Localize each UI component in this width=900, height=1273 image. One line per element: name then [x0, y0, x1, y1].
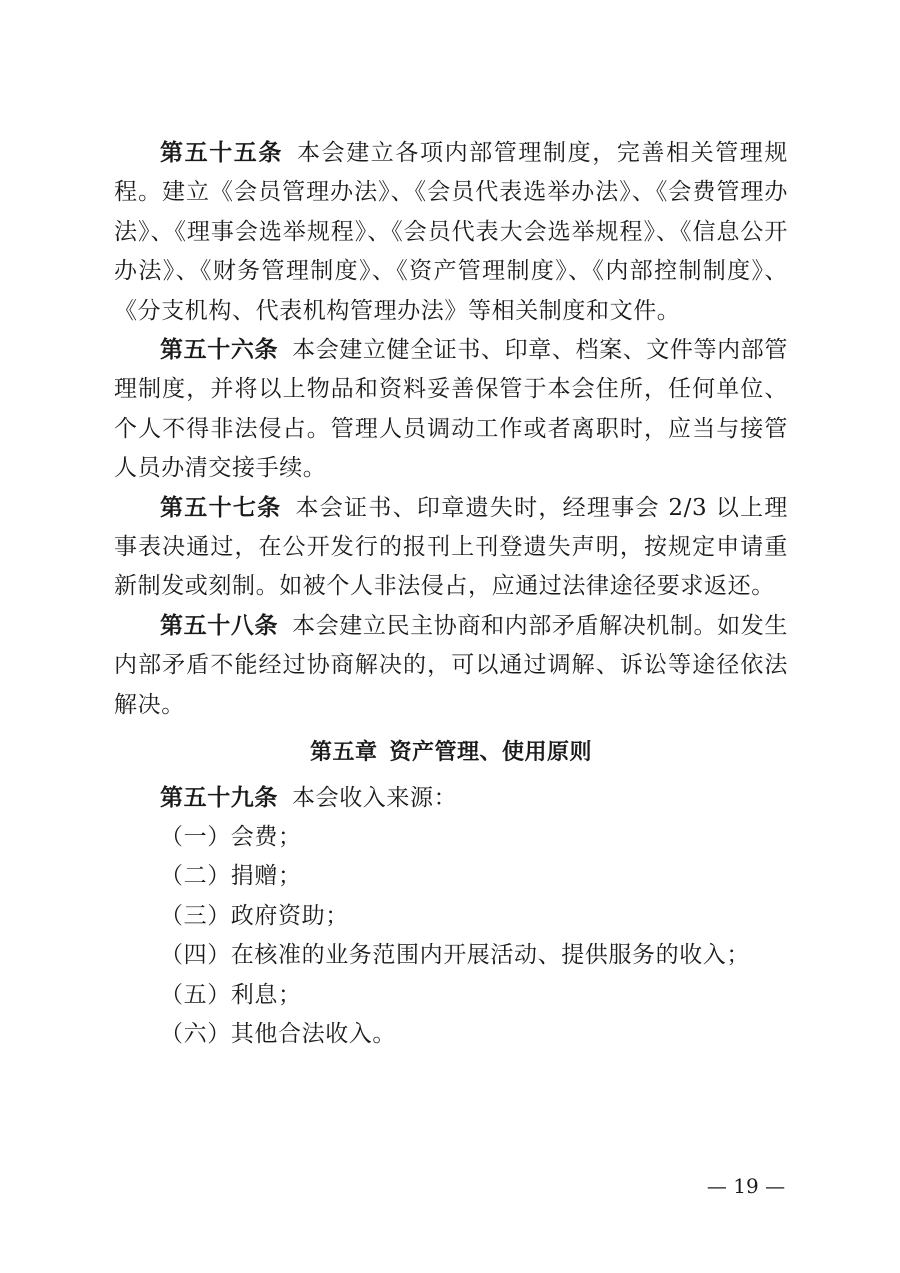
article-text: 本会证书、印章遗失时，经理事会 2/3 以上理事表决通过，在公开发行的报刊上刊登遗失声明，按规定申请重新制发或刻制。如被个人非法侵占，应通过法律途径要求返还。: [114, 494, 789, 600]
page-number: — 19 —: [706, 1174, 786, 1198]
list-item: （二）捐赠；: [160, 863, 302, 890]
article-text: 本会收入来源：: [292, 784, 458, 811]
article-number: 第五十六条: [160, 337, 279, 364]
article-text: 本会建立各项内部管理制度，完善相关管理规程。建立《会员管理办法》、《会员代表选举办法》、《会费管理办法》、《理事会选举规程》、《会员代表大会选举规程》、《信息公开办法》、《财务管理制度》、《资产管理制度》、《内部控制制度》、《分支机构、代表机构管理办法》等相关制度和文件。: [114, 140, 788, 324]
article-number: 第五十八条: [160, 612, 279, 639]
chapter-number: 第五章: [309, 740, 378, 766]
article-59: [114, 779, 788, 818]
article-number: 第五十九条: [160, 784, 278, 811]
list-item: （五）利息；: [160, 981, 302, 1008]
list-item: （三）政府资助；: [160, 902, 349, 929]
article-58: [114, 607, 788, 725]
chapter-title-text: 资产管理、使用原则: [389, 740, 593, 766]
article-text: 本会建立健全证书、印章、档案、文件等内部管理制度，并将以上物品和资料妥善保管于本会住所，任何单位、个人不得非法侵占。管理人员调动工作或者离职时，应当与接管人员办清交接手续。: [114, 337, 788, 482]
list-item: （一）会费；: [160, 823, 302, 850]
chapter-heading: [114, 733, 788, 772]
article-number: 第五十五条: [160, 140, 283, 166]
article-56: [114, 331, 788, 489]
list-item: （四）在核准的业务范围内开展活动、提供服务的收入；: [160, 942, 750, 969]
article-text: 本会建立民主协商和内部矛盾解决机制。如发生内部矛盾不能经过协商解决的，可以通过调解、诉讼等途径依法解决。: [114, 612, 788, 718]
list-item: （六）其他合法收入。: [160, 1020, 396, 1047]
document-body: [114, 134, 788, 1054]
article-55: [114, 134, 788, 331]
article-number: 第五十七条: [160, 494, 282, 521]
article-57: [114, 489, 788, 607]
